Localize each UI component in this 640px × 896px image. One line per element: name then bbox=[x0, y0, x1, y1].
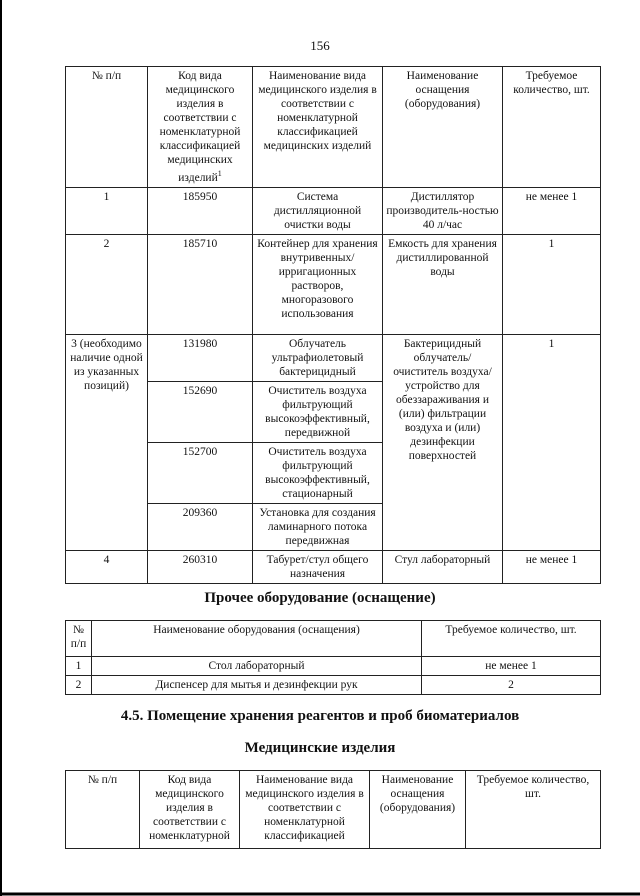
table-row bbox=[66, 657, 601, 676]
row-equip: Дистиллятор производитель-ностью 40 л/час bbox=[383, 187, 503, 234]
header-num: № п/п bbox=[66, 621, 92, 657]
row-num: 4 bbox=[66, 550, 148, 583]
row-code: 152700 bbox=[148, 442, 253, 503]
table-row bbox=[66, 187, 601, 234]
row-equip: Стул лабораторный bbox=[383, 550, 503, 583]
table-header-row bbox=[66, 67, 601, 188]
table-row bbox=[66, 334, 601, 381]
row-code: 131980 bbox=[148, 334, 253, 381]
table-header-row bbox=[66, 771, 601, 849]
header-qty: Требуемое количество, шт. bbox=[503, 67, 601, 188]
header-code: Код вида медицинского изделия в соответствии с номенклатурной классификацией медицинских изделий$^1$ bbox=[148, 67, 253, 188]
row-name: Система дистилляционной очистки воды bbox=[253, 187, 383, 234]
row-name: Контейнер для хранения внутривенных/ ирригационных растворов, многоразового использования bbox=[253, 234, 383, 334]
row-name: Табурет/стул общего назначения bbox=[253, 550, 383, 583]
header-num: № п/п bbox=[66, 771, 140, 849]
row-name: Очиститель воздуха фильтрующий высокоэффективный, стационарный bbox=[253, 442, 383, 503]
storage-equipment-table bbox=[65, 770, 601, 849]
row-code: 209360 bbox=[148, 503, 253, 550]
row-qty: не менее 1 bbox=[503, 187, 601, 234]
row-equip: Емкость для хранения дистиллированной воды bbox=[383, 234, 503, 334]
row-name: Облучатель ультрафиолетовый бактерицидный bbox=[253, 334, 383, 381]
header-equip: Наименование оснащения (оборудования) bbox=[383, 67, 503, 188]
header-qty: Требуемое количество, шт. bbox=[422, 621, 601, 657]
header-name: Наименование вида медицинского изделия в соответствии с номенклатурной классификацией медицинских изделий bbox=[253, 67, 383, 188]
row-code: 260310 bbox=[148, 550, 253, 583]
table-row bbox=[66, 550, 601, 583]
row-num: 2 bbox=[66, 676, 92, 695]
header-qty: Требуемое количество, шт. bbox=[466, 771, 601, 849]
row-qty: не менее 1 bbox=[422, 657, 601, 676]
row-num: 1 bbox=[66, 187, 148, 234]
row-code: 185950 bbox=[148, 187, 253, 234]
row-qty: 1 bbox=[503, 234, 601, 334]
header-name: Наименование оборудования (оснащения) bbox=[92, 621, 422, 657]
header-name: Наименование вида медицинского изделия в соответствии с номенклатурной классификацией bbox=[240, 771, 370, 849]
row-code: 152690 bbox=[148, 381, 253, 442]
other-equipment-table bbox=[65, 620, 601, 695]
row-name: Очиститель воздуха фильтрующий высокоэффективный, передвижной bbox=[253, 381, 383, 442]
equipment-table bbox=[65, 66, 601, 584]
row-num: 3 (необходимо наличие одной из указанных позиций) bbox=[66, 334, 148, 550]
table-row bbox=[66, 234, 601, 334]
row-equip: Бактерицидный облучатель/ очиститель воздуха/ устройство для обеззараживания и (или) фильтрации воздуха и (или) дезинфекции поверхностей bbox=[383, 334, 503, 550]
subheading: Медицинские изделия bbox=[244, 740, 396, 756]
row-qty: 2 bbox=[422, 676, 601, 695]
table-row bbox=[66, 676, 601, 695]
row-code: 185710 bbox=[148, 234, 253, 334]
header-equip: Наименование оснащения (оборудования) bbox=[370, 771, 466, 849]
row-qty: не менее 1 bbox=[503, 550, 601, 583]
row-qty: 1 bbox=[503, 334, 601, 550]
footnote-mark: 1 bbox=[217, 169, 222, 178]
row-name: Диспенсер для мытья и дезинфекции рук bbox=[92, 676, 422, 695]
row-num: 1 bbox=[66, 657, 92, 676]
row-num: 2 bbox=[66, 234, 148, 334]
header-num: № п/п bbox=[66, 67, 148, 188]
page-number: 156 bbox=[310, 38, 330, 53]
section-heading: 4.5. Помещение хранения реагентов и проб биоматериалов bbox=[120, 708, 520, 724]
header-code: Код вида медицинского изделия в соответствии с номенклатурной bbox=[140, 771, 240, 849]
row-name: Установка для создания ламинарного потока передвижная bbox=[253, 503, 383, 550]
other-equipment-heading: Прочее оборудование (оснащение) bbox=[204, 590, 436, 606]
row-name: Стол лабораторный bbox=[92, 657, 422, 676]
table-header-row bbox=[66, 621, 601, 657]
